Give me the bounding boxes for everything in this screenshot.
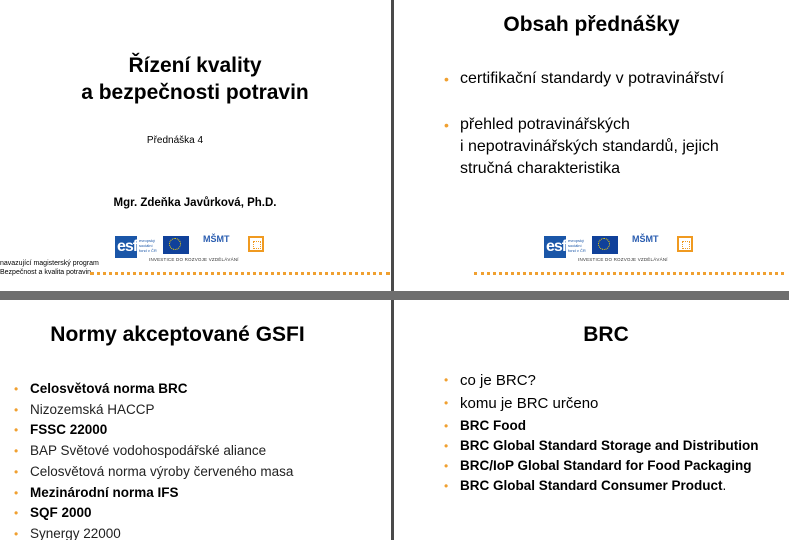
slide-gsfi-heading: Normy akceptované GSFI	[50, 323, 305, 346]
slide-contents	[394, 0, 789, 291]
esf-logo: esf evropský sociální fond v ČR	[544, 236, 590, 258]
horizontal-divider	[0, 291, 789, 300]
list-item: • BRC Food	[444, 418, 526, 433]
list-item: • FSSC 22000	[14, 420, 374, 441]
bullet-icon: •	[444, 373, 449, 387]
list-item: • certifikační standardy v potravinářství	[444, 68, 784, 90]
dotted-line	[90, 272, 390, 275]
author-name: Mgr. Zdeňka Javůrková, Ph.D.	[113, 197, 277, 209]
bullet-icon: •	[444, 459, 449, 473]
bullet-icon: •	[444, 439, 449, 453]
list-item: • co je BRC?	[444, 369, 784, 392]
bullet-icon: •	[444, 419, 449, 433]
logo-caption: INVESTICE DO ROZVOJE VZDĚLÁVÁNÍ	[578, 257, 668, 262]
op-vk-logo	[677, 236, 693, 252]
eu-flag-logo	[163, 236, 189, 254]
list-item: • Celosvětová norma výroby červeného masa	[14, 462, 374, 483]
dotted-line	[474, 272, 784, 275]
slide-brc	[394, 300, 789, 540]
esf-logo: esf evropský sociální fond v ČR	[115, 236, 161, 258]
list-item: • komu je BRC určeno	[444, 392, 784, 415]
bullet-icon: •	[444, 117, 449, 133]
contents-list	[444, 68, 784, 204]
list-item: • přehled potravinářských i nepotravinářských standardů, jejich stručná charakteristika	[444, 116, 719, 177]
list-item: • BAP Světové vodohospodářské aliance	[14, 441, 374, 462]
bullet-icon: •	[14, 485, 19, 500]
bullet-icon: •	[14, 382, 19, 396]
bullet-icon: •	[444, 479, 449, 493]
bullet-icon: •	[14, 444, 19, 459]
list-item: • BRC/IoP Global Standard for Food Packaging	[444, 458, 752, 473]
logo-strip	[544, 232, 704, 266]
list-item: • Mezinárodní norma IFS	[14, 483, 374, 504]
bullet-icon: •	[444, 396, 449, 410]
brc-list	[444, 369, 784, 495]
bullet-icon: •	[444, 71, 449, 87]
list-item: • SQF 2000	[14, 503, 374, 524]
list-item: • BRC Global Standard Storage and Distribution	[444, 438, 759, 453]
list-item: • Celosvětová norma BRC	[14, 379, 374, 400]
bullet-icon: •	[14, 526, 19, 540]
bullet-icon: •	[14, 464, 19, 479]
bullet-icon: •	[14, 423, 19, 438]
list-item: • BRC Global Standard Consumer Product.	[444, 478, 727, 493]
logo-strip	[115, 232, 275, 266]
bullet-icon: •	[14, 402, 19, 417]
bullet-icon: •	[14, 506, 19, 521]
lecture-number: Přednáška 4	[146, 135, 204, 146]
slide-gsfi-norms	[0, 300, 391, 540]
slide-title-heading	[30, 52, 360, 106]
norms-list	[14, 379, 374, 540]
eu-flag-logo	[592, 236, 618, 254]
title-line-1: Řízení kvality	[128, 54, 262, 77]
list-item: • Nizozemská HACCP	[14, 400, 374, 421]
slide-brc-heading: BRC	[583, 323, 629, 346]
logo-caption: INVESTICE DO ROZVOJE VZDĚLÁVÁNÍ	[149, 257, 239, 262]
slide-title	[0, 0, 391, 291]
op-vk-logo	[248, 236, 264, 252]
msmt-logo: MŠMT	[203, 234, 230, 244]
program-name: navazující magisterský program Bezpečnost a kvalita potravin	[0, 260, 99, 276]
slide-contents-heading: Obsah přednášky	[503, 13, 680, 36]
list-item: • Synergy 22000	[14, 524, 374, 540]
msmt-logo: MŠMT	[632, 234, 659, 244]
title-line-2: a bezpečnosti potravin	[81, 81, 309, 104]
